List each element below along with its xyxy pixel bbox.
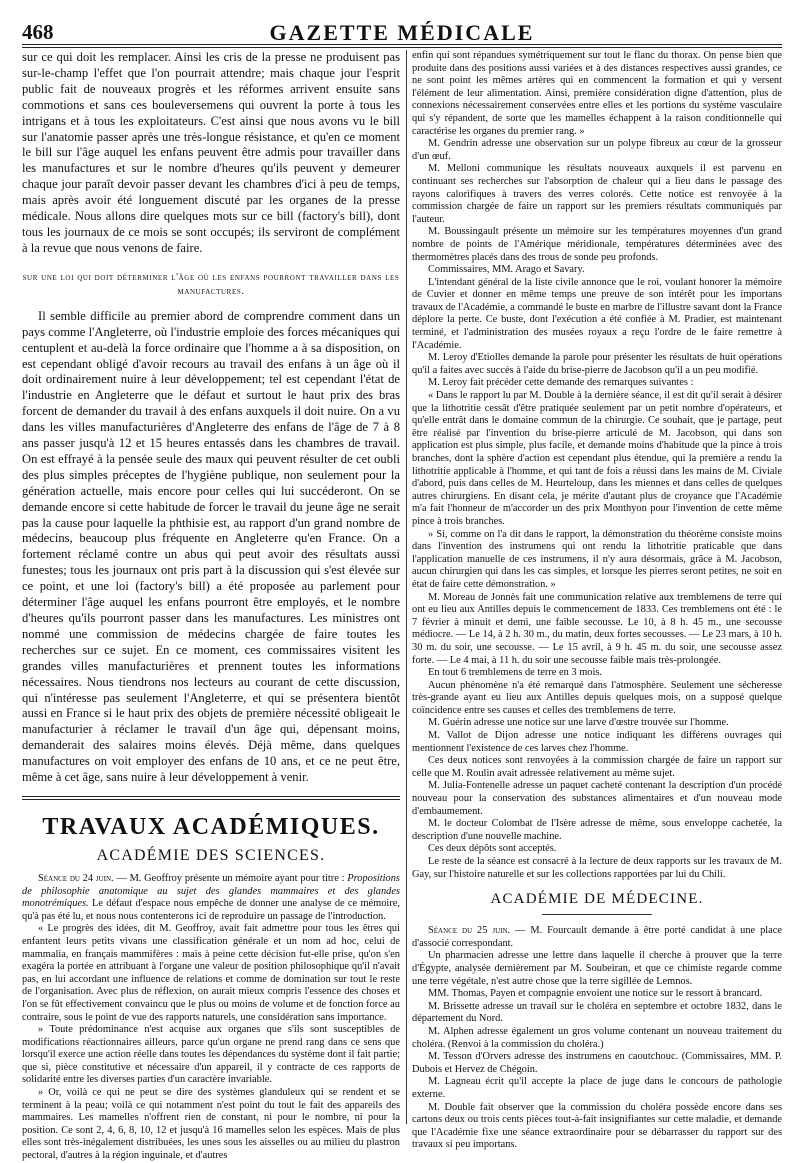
body-paragraph: M. Leroy d'Etiolles demande la parole pour présenter les résultats de huit opérations qu'il a faites avec succès à l'aide du brise-pierre de Jacobson qu'il a un peu modifié. (412, 352, 782, 376)
body-paragraph: MM. Thomas, Payen et compagnie envoient une notice sur le ressort à brancard. (428, 988, 763, 1000)
section-title: TRAVAUX ACADÉMIQUES. (42, 813, 380, 840)
memoir-title: Propositions de philosophie anatomique au sujet des glandes mammaires et des glandes monotrémiques. (22, 872, 400, 910)
quote-paragraph: » Toute prédominance n'est acquise aux organes que s'ils sont susceptibles de modifications réactionnaires ailleurs, parce qu'un organe ne prend rang dans ce sens que lorsqu'il exerce une action réelle dans toutes les dépendances du système dont il fait partie; que si, pièce constitutive et nécessaire d'un appareil, il y contracte de ces rapports de solidarité entre les diverses parties d'un caractère invariable. (22, 1024, 400, 1086)
body-paragraph: Le reste de la séance est consacré à la lecture de deux rapports sur les travaux de M. Gay, sur l'histoire naturelle et sur les collections rapportées par lui du Chili. (412, 856, 782, 880)
quote-paragraph: « Le progrès des idées, dit M. Geoffroy, avait fait admettre pour tous les êtres qui enfantent leurs petits vivans une classification générale et un nom ad hoc, celui de mammalia, en français mammifères : mais à peine cette décision fut-elle prise, qu'on s'en exagéra la portée en attribuant à l'organe une valeur de position philosophique qu'il n'avait pas, en lui accordant une influence de relations et comme de domination sur tout le reste de l'organisation. Avec plus de réflexion, on aurait mieux compris l'essence des choses et l'on se fût effectivement convaincu que le plus ou moins de volume et de fonction force au contraire, sous le point de vue des rapports naturels, une considération sans importance. (22, 923, 400, 1023)
body-paragraph: M. Leroy fait précéder cette demande des remarques suivantes : (428, 377, 694, 389)
body-paragraph: M. Double fait observer que la commission du choléra possède encore dans ses cartons deux ou trois cents pièces tout-à-fait insignifiantes sur cette maladie, et demande que l'Académie fixe une séance extraordinaire pour se débarrasser du rapport sur des travaux si peu importans. (412, 1101, 782, 1151)
body-paragraph: Ces deux dépôts sont acceptés. (428, 843, 557, 855)
subsection-title: ACADÉMIE DES SCIENCES. (96, 846, 326, 864)
seance-text: — M. Geoffroy présente un mémoire ayant pour titre : (113, 872, 348, 884)
seance-text-cont: Le défaut d'espace nous empêche de donner une analyse de ce mémoire, qu'à pas été lu, et nous nous contenterons ici de reproduire un passage de l'introduction. (22, 898, 400, 922)
body-paragraph: Aucun phénomène n'a été remarqué dans l'atmosphère. Seulement une sécheresse très-grande ayant eu lieu aux Antilles depuis quelques mois, on a supposé quelque coïncidence entre ses causes et celles des tremblemens de terre. (412, 679, 782, 716)
body-paragraph: M. Moreau de Jonnès fait une communication relative aux tremblemens de terre qui ont eu lieu aux Antilles depuis le commencement de 1833. Ces tremblemens ont été : le 7 février à minuit et demi, une faible secousse. Le 10, à 8 h. 45 m., une secousse médiocre. — Le 14, à 2 h. 30 m., du matin, deux fortes secousses. — Le 23 mars, à 10 h. 30 m. du soir, une secousse. — Le 15 avril, à 9 h. 45 m. du soir, une secousse assez forte. — Le 4 mai, à 11 h. du soir une secousse faible mais très-prolongée. (412, 591, 782, 666)
seance-text: — M. Fourcault demande à être porté candidat à une place d'associé correspondant. (412, 925, 782, 949)
article-intro-paragraph: sur ce qui doit les remplacer. Ainsi les cris de la presse ne produisent pas sur-le-champ l'effet que l'on pourrait attendre; mais chaque jour l'esprit public fait de nouveaux progrès et les réformes arrivent ensuite sans commotions et sans ces bouleversemens qui ouvrent la porte à tous les intrigans et à tous les exploitateurs. C'est ainsi que nous avons vu le bill sur l'anatomie passer après une très-longue résistance, et qu'en ce moment le bill sur l'âge auquel les enfans peuvent être admis pour travailler dans les manufactures et sur le nombre d'heures qu'ils peuvent y demeurer chaque jour paraît devoir passer devant les chambres d'ici à peu de temps, mais après avoir été longuement discuté par les organes de la presse médicale. Nous allons dire quelques mots sur ce bill (factory's bill), dont tous les journaux de ce mois se sont occupés; ils serviront de complément à la revue que nous venons de faire. (22, 50, 400, 255)
left-column (22, 50, 400, 1162)
body-paragraph: En tout 6 tremblemens de terre en 3 mois. (428, 667, 602, 679)
seance-date: Séance du 24 juin. (38, 872, 114, 884)
body-paragraph: M. Brissette adresse un travail sur le choléra en septembre et octobre 1832, dans le département du Nord. (412, 1000, 782, 1025)
header-rule (22, 44, 782, 45)
body-paragraph: enfin qui sont répandues symétriquement sur tout le flanc du thorax. On pense bien que produite dans des positions aussi variées et à des distances respectives aussi grandes, ce ne sont point les mêmes artères qui en commencent la formation et qui y versent l'élément de leur alimentation. Ainsi, première considération digne d'attention, plus de connexions nécessairement conservées entre elles et les portions du système vasculaire qui s'y répandent, de sorte que les mamelles échappent à la raison conditionnelle qui caractérise les organes du premier rang. » (412, 50, 782, 137)
quote-paragraph: » Or, voilà ce qui ne peut se dire des systèmes glanduleux qui se rendent et se terminent à la peau; voilà ce qui notamment n'est point du tout le fait des appareils des mammaires. Les mamelles n'offrent rien de constant, ni pour le nombre, ni pour la position. Ce sont 2, 4, 6, 8, 10, 12 et jusqu'à 16 mamelles selon les espèces. Mais de plus elles sont très-inégalement distribuées, les unes sous les aisselles ou au milieu du plastron pectoral, d'autres à la région inguinale, et d'autres (22, 1087, 400, 1162)
subsection-title-medecine: ACADÉMIE DE MÉDECINE. (490, 891, 704, 908)
title-rule (542, 914, 652, 915)
column-divider (406, 50, 407, 1124)
body-paragraph: M. Vallot de Dijon adresse une notice indiquant les différens ouvrages qui mentionnent l'existence de ces larves chez l'homme. (412, 730, 782, 754)
body-paragraph: M. Alphen adresse également un gros volume contenant un nouveau traitement du choléra. (Renvoi à la commission du choléra.) (412, 1025, 782, 1050)
body-paragraph: Un pharmacien adresse une lettre dans laquelle il cherche à prouver que la terre d'Égypte, analysée dernièrement par M. Soubeiran, et que ce chimiste regarde comme une terre végétale, n'est autre chose que la terre sigillée de Lemnos. (412, 950, 782, 987)
header-rule-thin (22, 47, 782, 48)
page-header (22, 10, 782, 44)
body-paragraph: M. Tesson d'Orvers adresse des instrumens en caoutchouc. (Commissaires, MM. P. Dubois et Hervez de Chégoin. (412, 1051, 782, 1075)
body-paragraph: M. le docteur Colombat de l'Isère adresse de même, sous enveloppe cachetée, la description d'une nouvelle machine. (412, 818, 782, 842)
newspaper-page (8, 0, 788, 1162)
article-subheading: sur une loi qui doit déterminer l'âge où les enfans pourront travailler dans les manufactures. (22, 271, 400, 297)
seance-paragraph (412, 925, 782, 950)
body-paragraph: M. Guérin adresse une notice sur une larve d'œstre trouvée sur l'homme. (428, 717, 729, 729)
body-paragraph: » Si, comme on l'a dit dans le rapport, la démonstration du théorème consiste moins dans l'invention des instrumens qui ont rendu la lithotritie praticable que dans l'application manuelle de ces instrumens, il n'y aura désormais, grâce à M. Jacobson, aucun chirurgien qui dans les cas simples, et lorsque les pierres seront petites, ne soit en état de faire cette démonstration. » (412, 528, 782, 590)
section-rule (22, 796, 400, 797)
right-column (412, 50, 782, 1151)
article-body-paragraph: Il semble difficile au premier abord de comprendre comment dans un pays comme l'Angleterre, où l'industrie emploie des forces mécaniques qui centuplent et au-delà la force ordinaire que l'homme a à sa disposition, on est cependant obligé d'avoir recours au travail des enfans à un âge où il doit ordinairement nuire à leur développement; tel est cependant l'état de l'industrie en Angleterre que le défaut et surtout le haut prix des bras forcent de demander du travail à des enfans auxquels il doit nuire. On a vu dans les villes manufacturières d'Angleterre des enfans de l'âge de 7 à 8 ans passer jusqu'à 12 et 15 heures entassés dans les chambres de travail. On est effrayé à la pensée seule des maux qui peuvent résulter de cet oubli des plus simples préceptes de l'hygiène publique, non seulement pour la génération actuelle, mais encore pour celles qui lui succéderont. On se demande encore si cette habitude de forcer le travail du jeune âge ne serait pas la cause pour laquelle la phthisie est, au rapport d'un grand nombre de médecins, beaucoup plus fréquente en Angleterre qu'en France. On a fortement réclamé contre un abus qui peut avoir des résultats aussi funestes; tous les journaux ont pris part à la discussion qui s'est élevée sur ce point, et une loi (factory's bill) a été proposée au parlement pour déterminer l'âge auquel les enfans pourront être employés, et le nombre d'heures qu'ils pourront passer dans les manufactures. Les ministres ont nommé une commission de médecins chargée de faire toutes les recherches sur ce sujet. En ce moment, ces commissaires visitent les grandes villes manufacturières et prennent toutes les informations nécessaires. Nous tiendrons nos lecteurs au courant de cette discussion, qui n'intéresse pas seulement l'Angleterre, et qui se présentera bientôt aussi en France si le haut prix des objets de première nécessité obligeait le manufacturier à réclamer le travail d'un âge qui, dépensant moins, demanderait des salaires moins élevés. Déjà même, dans quelques manufactures on voit employer des enfans de 10 ans, et ce ne peut être, même à cet âge, sans nuire à leur développement à venir. (22, 308, 400, 785)
body-paragraph: M. Lagneau écrit qu'il accepte la place de juge dans le concours de pathologie externe. (412, 1076, 782, 1100)
body-paragraph: « Dans le rapport lu par M. Double à la dernière séance, il est dit qu'il serait à désirer que la lithotritie cessât d'être pratiquée seulement par un petit nombre d'opérateurs, et qu'elle entrât dans le domaine commun de la chirurgie. Ce souhait, que je partage, peut être réalisé par l'invention du brise-pierre articulé de M. Jacobson, qui dans son application est plus simple, plus facile, et demande moins d'habitude que la pince à trois branches, dont la sphère d'action est cependant plus étendue, qui la première a rendu la lithotritie applicable à l'homme, et qui tant de fois a réussi dans les mains de M. Civiale d'abord, puis dans celles de M. Heurteloup, dans les miennes et dans celles de quelques autres chirurgiens. En disant cela, je mérite d'autant plus de croyance que l'Académie m'a fait l'honneur de m'accorder un des prix Monthyon pour l'invention de cette même pince à trois branches. (412, 390, 782, 527)
body-paragraph: M. Julia-Fontenelle adresse un paquet cacheté contenant la description d'un procédé nouveau pour la conservation des substances alimentaires et d'un nouveau mode d'embaumement. (412, 780, 782, 817)
page-number: 468 (22, 20, 54, 44)
seance-date: Séance du 25 juin. (428, 925, 511, 937)
body-paragraph: M. Melloni communique les résultats nouveaux auxquels il est parvenu en continuant ses recherches sur l'absorption de chaleur qui a lieu dans le passage des rayons calorifiques à travers des verres colorés. Cette notice est renvoyée à la commission chargée de faire un rapport sur les premiers résultats communiqués par l'auteur. (412, 163, 782, 225)
body-paragraph: M. Gendrin adresse une observation sur un polype fibreux au cœur de la grosseur d'un œuf. (412, 138, 782, 162)
seance-paragraph (22, 873, 400, 923)
section-rule-thin (22, 799, 400, 800)
body-paragraph: L'intendant général de la liste civile annonce que le roi, voulant honorer la mémoire de Cuvier et donner en même temps une preuve de son intérêt pour les importans travaux de l'Académie, a commandé le buste en marbre de l'illustre savant dont la France déplore la perte. Ce buste, dont l'exécution a été confiée à M. Pradier, est maintenant terminé, et l'administration des musées royaux a reçu l'ordre de le faire remettre à l'Académie. (412, 276, 782, 351)
masthead-title: GAZETTE MÉDICALE (269, 20, 535, 45)
body-paragraph: M. Boussingault présente un mémoire sur les températures moyennes d'un grand nombre de points de l'Amérique méridionale, températures déterminées avec des thermomètres placés dans des trous de sonde peu profonds. (412, 226, 782, 263)
body-paragraph: Commissaires, MM. Arago et Savary. (428, 264, 585, 276)
body-paragraph: Ces deux notices sont renvoyées à la commission chargée de faire un rapport sur celle que M. Roulin avait adressée relativement au même sujet. (412, 755, 782, 779)
